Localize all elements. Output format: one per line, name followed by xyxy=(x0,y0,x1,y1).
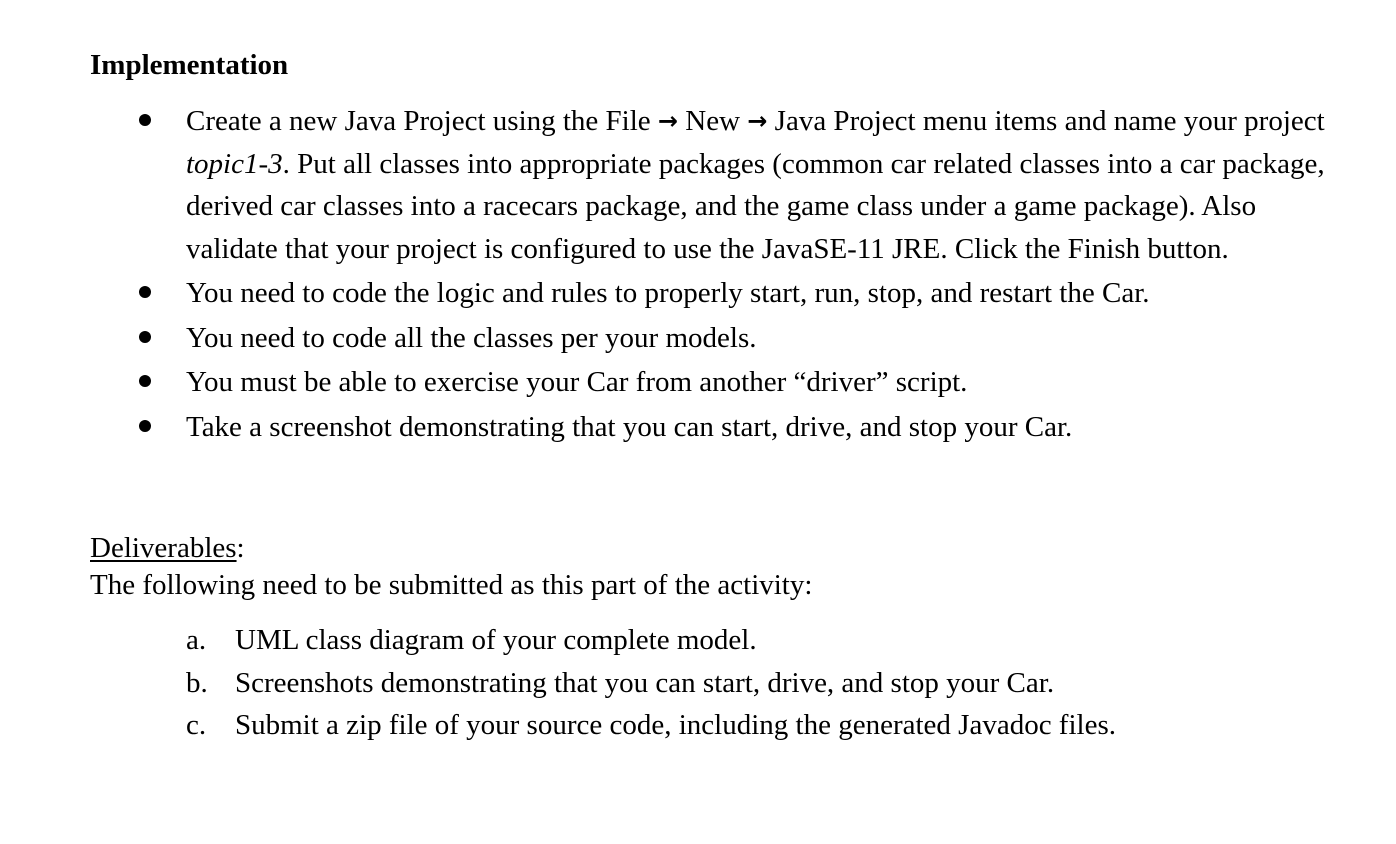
bullet-text: You must be able to exercise your Car from another “driver” script. xyxy=(186,366,968,398)
deliverable-item xyxy=(0,704,1116,747)
section-heading-implementation: Implementation xyxy=(90,49,289,81)
bullet-text: New xyxy=(678,105,748,137)
deliverable-text: Screenshots demonstrating that you can start, drive, and stop your Car. xyxy=(235,666,1055,699)
deliverable-item xyxy=(0,619,1116,662)
bullet-icon xyxy=(139,286,151,298)
bullet-icon xyxy=(139,375,151,387)
deliverable-item xyxy=(0,662,1116,705)
list-marker: a. xyxy=(186,624,207,656)
arrow-right-icon: → xyxy=(747,107,768,135)
bullet-text: You need to code all the classes per your models. xyxy=(186,321,757,354)
deliverable-text: Submit a zip file of your source code, including the generated Javadoc files. xyxy=(235,709,1116,741)
deliverable-text: UML class diagram of your complete model. xyxy=(235,624,757,656)
list-marker: c. xyxy=(186,709,207,741)
deliverables-colon: : xyxy=(236,532,245,564)
bullet-item xyxy=(0,317,1346,360)
bullet-item xyxy=(0,361,1346,404)
bullet-text: Java Project menu items and name your project xyxy=(767,105,1325,137)
bullet-item xyxy=(0,406,1346,449)
deliverables-list xyxy=(0,619,1116,747)
project-name: topic1-3 xyxy=(186,147,283,180)
deliverables-heading xyxy=(90,529,245,567)
bullet-icon xyxy=(139,420,151,432)
bullet-text: You need to code the logic and rules to properly start, run, stop, and restart the Car. xyxy=(186,277,1150,309)
deliverables-label: Deliverables xyxy=(90,532,237,564)
arrow-right-icon: → xyxy=(657,107,679,135)
implementation-bullet-list xyxy=(0,100,1396,450)
deliverables-intro: The following need to be submitted as this part of the activity: xyxy=(90,569,813,601)
bullet-text: Create a new Java Project using the File xyxy=(186,105,658,137)
bullet-icon xyxy=(139,331,151,343)
bullet-icon xyxy=(139,114,151,126)
list-marker: b. xyxy=(186,666,208,699)
bullet-item xyxy=(0,100,1346,270)
bullet-item xyxy=(0,272,1346,315)
bullet-text: . Put all classes into appropriate packages (common car related classes into a car package, derived car classes into a racecars package, and the game class under a game package). Also validate that your project is configured to use the JavaSE-11 JRE. Click the Finish button. xyxy=(186,147,1325,265)
bullet-text: Take a screenshot demonstrating that you can start, drive, and stop your Car. xyxy=(186,410,1073,443)
